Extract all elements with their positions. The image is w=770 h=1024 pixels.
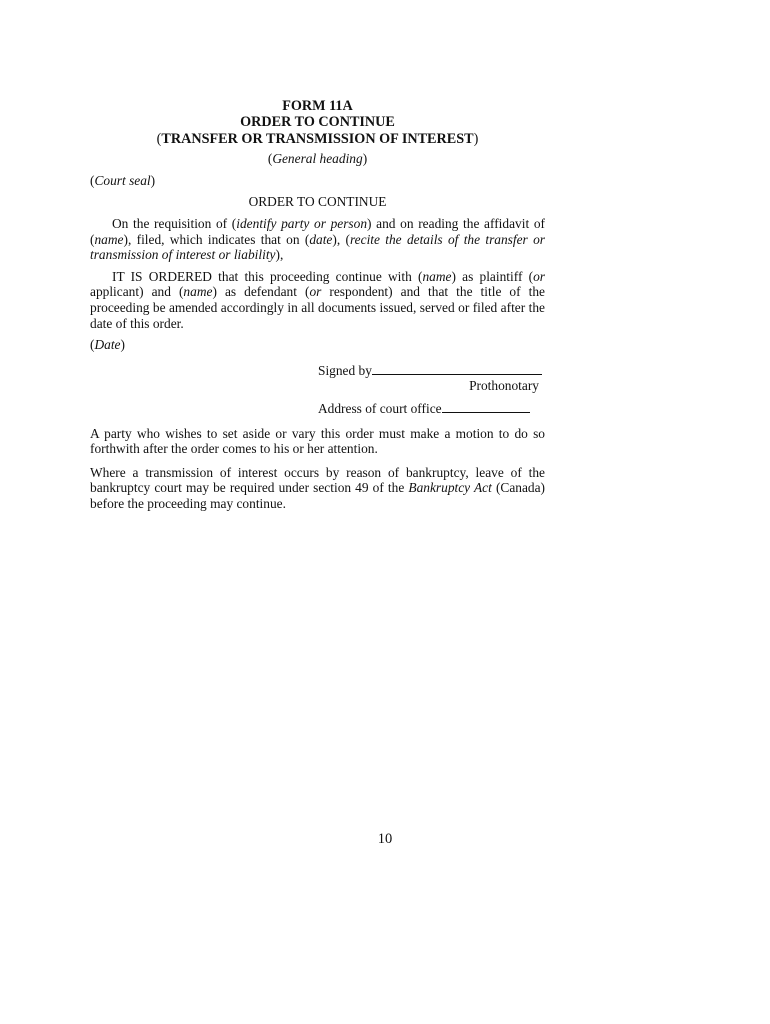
address-label: Address of court office bbox=[318, 400, 442, 416]
p1-italic-3: date bbox=[309, 231, 333, 247]
form-number: FORM 11A bbox=[282, 98, 353, 114]
signed-by-label: Signed by bbox=[318, 362, 372, 378]
p2-text-3: applicant) and ( bbox=[90, 284, 184, 300]
p1-italic-4: recite the details of the transfer or transmission of interest or liability bbox=[90, 231, 545, 263]
p1-text-2: ) and on reading the affidavit of ( bbox=[90, 216, 545, 247]
address-row bbox=[318, 401, 545, 417]
document-page bbox=[90, 98, 545, 512]
p1-text-1: On the requisition of ( bbox=[112, 216, 237, 231]
general-heading-text: General heading bbox=[272, 151, 363, 167]
p1-text-4: ), ( bbox=[332, 231, 350, 247]
subtitle-close-paren: ) bbox=[473, 130, 479, 147]
court-seal: (Court seal) bbox=[90, 172, 156, 188]
p2-italic-3: name bbox=[183, 284, 213, 300]
notice2-text-1: Where a transmission of interest occurs by reason of bankruptcy, leave of the bankruptcy court may be required under section 49 of the bbox=[90, 464, 545, 496]
bankruptcy-act-title: Bankruptcy Act bbox=[408, 480, 492, 496]
p2-italic-1: name bbox=[422, 268, 452, 284]
signature-block bbox=[318, 363, 545, 417]
p2-text-2: ) as plaintiff ( bbox=[451, 268, 534, 284]
address-line bbox=[442, 401, 530, 413]
p1-italic-2: name bbox=[94, 231, 124, 247]
signed-by-row bbox=[318, 363, 545, 379]
p2-italic-2: or bbox=[533, 268, 545, 284]
prothonotary-label: Prothonotary bbox=[469, 378, 539, 394]
subtitle-text: TRANSFER OR TRANSMISSION OF INTEREST bbox=[161, 130, 474, 147]
order-heading: ORDER TO CONTINUE bbox=[248, 194, 387, 210]
form-subtitle bbox=[90, 131, 545, 147]
notice2-text-2: (Canada) before the proceeding may continue. bbox=[90, 480, 546, 511]
p2-text-4: ) as defendant ( bbox=[212, 284, 310, 300]
p2-text-5: respondent) and that the title of the proceeding be amended accordingly in all documents issued, served or filed after the date of this order. bbox=[90, 284, 545, 331]
set-aside-notice: A party who wishes to set aside or vary this order must make a motion to do so forthwith after the order comes to his or her attention. bbox=[90, 425, 545, 457]
bankruptcy-notice bbox=[90, 465, 545, 512]
p1-text-5: ), bbox=[275, 247, 284, 263]
p1-text-3: ), filed, which indicates that on ( bbox=[123, 231, 310, 247]
date-line: (Date) bbox=[90, 337, 125, 353]
p2-text-1: IT IS ORDERED that this proceeding continue with ( bbox=[112, 268, 423, 284]
signature-line bbox=[372, 363, 542, 375]
requisition-paragraph bbox=[90, 216, 545, 263]
p2-italic-4: or bbox=[309, 284, 322, 300]
court-seal-text: Court seal bbox=[94, 172, 151, 188]
order-paragraph bbox=[90, 269, 545, 331]
page-number: 10 bbox=[377, 831, 393, 847]
p1-italic-1: identify party or person bbox=[236, 216, 368, 231]
form-title: ORDER TO CONTINUE bbox=[240, 114, 395, 131]
subtitle-open-paren: ( bbox=[156, 130, 162, 147]
date-label: Date bbox=[94, 337, 121, 353]
general-heading: (General heading) bbox=[267, 151, 368, 167]
